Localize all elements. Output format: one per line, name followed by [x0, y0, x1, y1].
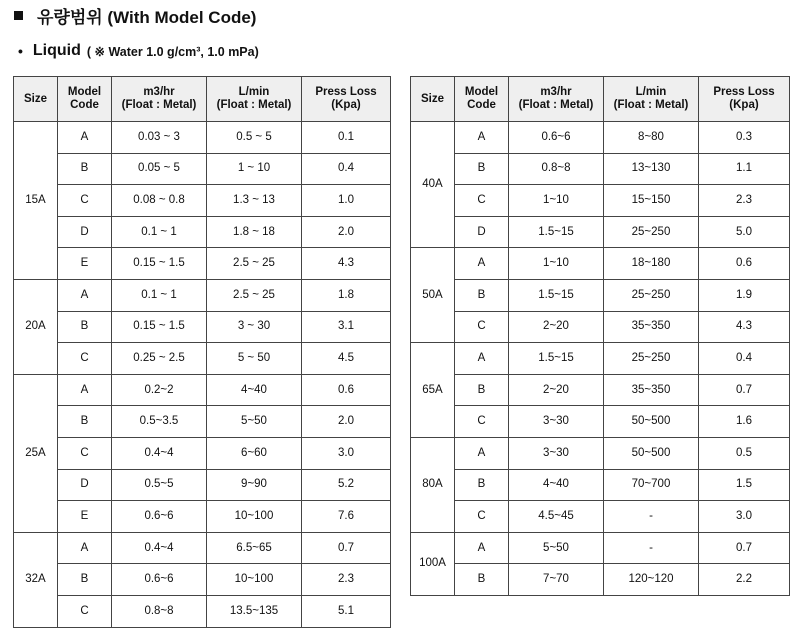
model-code-cell: B: [455, 469, 509, 501]
lmin-cell: 35~350: [604, 311, 699, 343]
model-code-cell: C: [58, 343, 112, 375]
press-loss-cell: 1.9: [699, 279, 790, 311]
table-row: [14, 248, 391, 280]
table-row: [411, 469, 790, 501]
col-header-model-code: Model Code: [455, 77, 509, 122]
m3hr-cell: 3~30: [509, 406, 604, 438]
lmin-cell: -: [604, 501, 699, 533]
table-row: [14, 185, 391, 217]
model-code-cell: C: [455, 185, 509, 217]
table-row: [411, 343, 790, 375]
press-loss-cell: 1.5: [699, 469, 790, 501]
m3hr-cell: 0.15 ~ 1.5: [112, 248, 207, 280]
press-loss-cell: 1.1: [699, 153, 790, 185]
m3hr-cell: 1~10: [509, 248, 604, 280]
press-loss-cell: 0.6: [302, 374, 391, 406]
lmin-cell: 25~250: [604, 279, 699, 311]
size-cell: 20A: [14, 279, 58, 374]
m3hr-cell: 4.5~45: [509, 501, 604, 533]
m3hr-cell: 5~50: [509, 532, 604, 564]
lmin-cell: -: [604, 532, 699, 564]
size-cell: 40A: [411, 122, 455, 248]
col-header-m3hr: m3/hr (Float : Metal): [112, 77, 207, 122]
press-loss-cell: 0.6: [699, 248, 790, 280]
press-loss-cell: 5.2: [302, 469, 391, 501]
model-code-cell: D: [58, 216, 112, 248]
lmin-cell: 1.3 ~ 13: [207, 185, 302, 217]
m3hr-cell: 0.8~8: [509, 153, 604, 185]
lmin-cell: 1.8 ~ 18: [207, 216, 302, 248]
m3hr-cell: 0.8~8: [112, 595, 207, 627]
model-code-cell: A: [455, 122, 509, 154]
press-loss-cell: 0.7: [699, 532, 790, 564]
m3hr-cell: 7~70: [509, 564, 604, 596]
lmin-cell: 5~50: [207, 406, 302, 438]
m3hr-cell: 0.05 ~ 5: [112, 153, 207, 185]
table-row: [14, 153, 391, 185]
lmin-cell: 2.5 ~ 25: [207, 248, 302, 280]
lmin-cell: 3 ~ 30: [207, 311, 302, 343]
table-header-row: [411, 77, 790, 122]
size-cell: 32A: [14, 532, 58, 627]
model-code-cell: A: [455, 532, 509, 564]
press-loss-cell: 0.5: [699, 437, 790, 469]
press-loss-cell: 3.0: [302, 437, 391, 469]
lmin-cell: 6~60: [207, 437, 302, 469]
press-loss-cell: 0.4: [699, 343, 790, 375]
lmin-cell: 13~130: [604, 153, 699, 185]
table-row: [411, 279, 790, 311]
lmin-cell: 1 ~ 10: [207, 153, 302, 185]
press-loss-cell: 0.7: [302, 532, 391, 564]
table-row: [14, 279, 391, 311]
table-row: [411, 532, 790, 564]
table-row: [14, 437, 391, 469]
m3hr-cell: 0.6~6: [509, 122, 604, 154]
lmin-cell: 6.5~65: [207, 532, 302, 564]
size-cell: 80A: [411, 437, 455, 532]
m3hr-cell: 1.5~15: [509, 343, 604, 375]
table-row: [14, 216, 391, 248]
m3hr-cell: 0.2~2: [112, 374, 207, 406]
lmin-cell: 9~90: [207, 469, 302, 501]
m3hr-cell: 2~20: [509, 374, 604, 406]
model-code-cell: E: [58, 248, 112, 280]
press-loss-cell: 0.1: [302, 122, 391, 154]
press-loss-cell: 0.7: [699, 374, 790, 406]
col-header-press-loss: Press Loss (Kpa): [699, 77, 790, 122]
model-code-cell: A: [58, 122, 112, 154]
m3hr-cell: 0.08 ~ 0.8: [112, 185, 207, 217]
lmin-cell: 8~80: [604, 122, 699, 154]
size-cell: 65A: [411, 343, 455, 438]
press-loss-cell: 5.0: [699, 216, 790, 248]
table-row: [14, 532, 391, 564]
table-row: [14, 469, 391, 501]
press-loss-cell: 3.0: [699, 501, 790, 533]
lmin-cell: 10~100: [207, 501, 302, 533]
size-cell: 50A: [411, 248, 455, 343]
lmin-cell: 70~700: [604, 469, 699, 501]
press-loss-cell: 2.3: [699, 185, 790, 217]
m3hr-cell: 0.5~5: [112, 469, 207, 501]
model-code-cell: D: [455, 216, 509, 248]
press-loss-cell: 2.0: [302, 406, 391, 438]
lmin-cell: 50~500: [604, 437, 699, 469]
square-bullet-icon: [14, 11, 23, 20]
press-loss-cell: 0.3: [699, 122, 790, 154]
table-row: [14, 406, 391, 438]
lmin-cell: 13.5~135: [207, 595, 302, 627]
m3hr-cell: 0.6~6: [112, 564, 207, 596]
press-loss-cell: 3.1: [302, 311, 391, 343]
model-code-cell: A: [455, 248, 509, 280]
table-row: [14, 374, 391, 406]
water-note: ( ※ Water 1.0 g/cm³, 1.0 mPa): [86, 44, 259, 59]
press-loss-cell: 2.3: [302, 564, 391, 596]
col-header-m3hr: m3/hr (Float : Metal): [509, 77, 604, 122]
table-row: [14, 595, 391, 627]
flow-range-table-right: [410, 76, 790, 596]
table-row: [411, 311, 790, 343]
col-header-lmin: L/min (Float : Metal): [207, 77, 302, 122]
table-row: [14, 311, 391, 343]
m3hr-cell: 0.1 ~ 1: [112, 279, 207, 311]
model-code-cell: C: [455, 311, 509, 343]
model-code-cell: B: [58, 311, 112, 343]
m3hr-cell: 0.4~4: [112, 532, 207, 564]
m3hr-cell: 0.5~3.5: [112, 406, 207, 438]
model-code-cell: D: [58, 469, 112, 501]
model-code-cell: B: [58, 564, 112, 596]
model-code-cell: B: [58, 153, 112, 185]
press-loss-cell: 4.3: [699, 311, 790, 343]
section-heading: [14, 4, 256, 26]
lmin-cell: 25~250: [604, 343, 699, 375]
table-row: [411, 501, 790, 533]
size-cell: 25A: [14, 374, 58, 532]
m3hr-cell: 4~40: [509, 469, 604, 501]
lmin-cell: 50~500: [604, 406, 699, 438]
press-loss-cell: 4.3: [302, 248, 391, 280]
heading-title: 유량범위 (With Model Code): [37, 7, 257, 27]
table-row: [14, 501, 391, 533]
model-code-cell: C: [455, 501, 509, 533]
press-loss-cell: 2.2: [699, 564, 790, 596]
lmin-cell: 25~250: [604, 216, 699, 248]
press-loss-cell: 2.0: [302, 216, 391, 248]
model-code-cell: B: [58, 406, 112, 438]
col-header-lmin: L/min (Float : Metal): [604, 77, 699, 122]
liquid-subheading: [18, 40, 259, 62]
dot-bullet-icon: •: [18, 43, 23, 59]
model-code-cell: A: [455, 437, 509, 469]
lmin-cell: 120~120: [604, 564, 699, 596]
size-cell: 100A: [411, 532, 455, 595]
m3hr-cell: 0.6~6: [112, 501, 207, 533]
col-header-size: Size: [14, 77, 58, 122]
lmin-cell: 0.5 ~ 5: [207, 122, 302, 154]
table-row: [411, 564, 790, 596]
lmin-cell: 10~100: [207, 564, 302, 596]
m3hr-cell: 1~10: [509, 185, 604, 217]
table-row: [411, 185, 790, 217]
size-cell: 15A: [14, 122, 58, 280]
press-loss-cell: 5.1: [302, 595, 391, 627]
model-code-cell: B: [455, 279, 509, 311]
lmin-cell: 35~350: [604, 374, 699, 406]
lmin-cell: 18~180: [604, 248, 699, 280]
model-code-cell: B: [455, 153, 509, 185]
model-code-cell: C: [58, 437, 112, 469]
m3hr-cell: 0.4~4: [112, 437, 207, 469]
flow-range-table-left: [13, 76, 391, 628]
model-code-cell: B: [455, 564, 509, 596]
model-code-cell: E: [58, 501, 112, 533]
table-row: [411, 248, 790, 280]
press-loss-cell: 1.8: [302, 279, 391, 311]
table-row: [14, 122, 391, 154]
m3hr-cell: 3~30: [509, 437, 604, 469]
liquid-label: Liquid: [32, 42, 81, 59]
model-code-cell: C: [58, 595, 112, 627]
table-row: [14, 564, 391, 596]
table-row: [411, 406, 790, 438]
col-header-size: Size: [411, 77, 455, 122]
press-loss-cell: 4.5: [302, 343, 391, 375]
col-header-press-loss: Press Loss (Kpa): [302, 77, 391, 122]
table-row: [14, 343, 391, 375]
m3hr-cell: 1.5~15: [509, 216, 604, 248]
model-code-cell: C: [58, 185, 112, 217]
model-code-cell: C: [455, 406, 509, 438]
col-header-model-code: Model Code: [58, 77, 112, 122]
model-code-cell: B: [455, 374, 509, 406]
model-code-cell: A: [58, 374, 112, 406]
lmin-cell: 4~40: [207, 374, 302, 406]
table-body: [14, 122, 391, 628]
table-row: [411, 216, 790, 248]
table-row: [411, 153, 790, 185]
table-row: [411, 374, 790, 406]
model-code-cell: A: [58, 279, 112, 311]
model-code-cell: A: [58, 532, 112, 564]
m3hr-cell: 1.5~15: [509, 279, 604, 311]
lmin-cell: 2.5 ~ 25: [207, 279, 302, 311]
press-loss-cell: 0.4: [302, 153, 391, 185]
lmin-cell: 5 ~ 50: [207, 343, 302, 375]
table-row: [411, 437, 790, 469]
press-loss-cell: 1.6: [699, 406, 790, 438]
lmin-cell: 15~150: [604, 185, 699, 217]
press-loss-cell: 7.6: [302, 501, 391, 533]
table-header-row: [14, 77, 391, 122]
m3hr-cell: 0.15 ~ 1.5: [112, 311, 207, 343]
table-row: [411, 122, 790, 154]
m3hr-cell: 0.03 ~ 3: [112, 122, 207, 154]
m3hr-cell: 0.25 ~ 2.5: [112, 343, 207, 375]
table-body: [411, 122, 790, 596]
press-loss-cell: 1.0: [302, 185, 391, 217]
model-code-cell: A: [455, 343, 509, 375]
m3hr-cell: 0.1 ~ 1: [112, 216, 207, 248]
m3hr-cell: 2~20: [509, 311, 604, 343]
